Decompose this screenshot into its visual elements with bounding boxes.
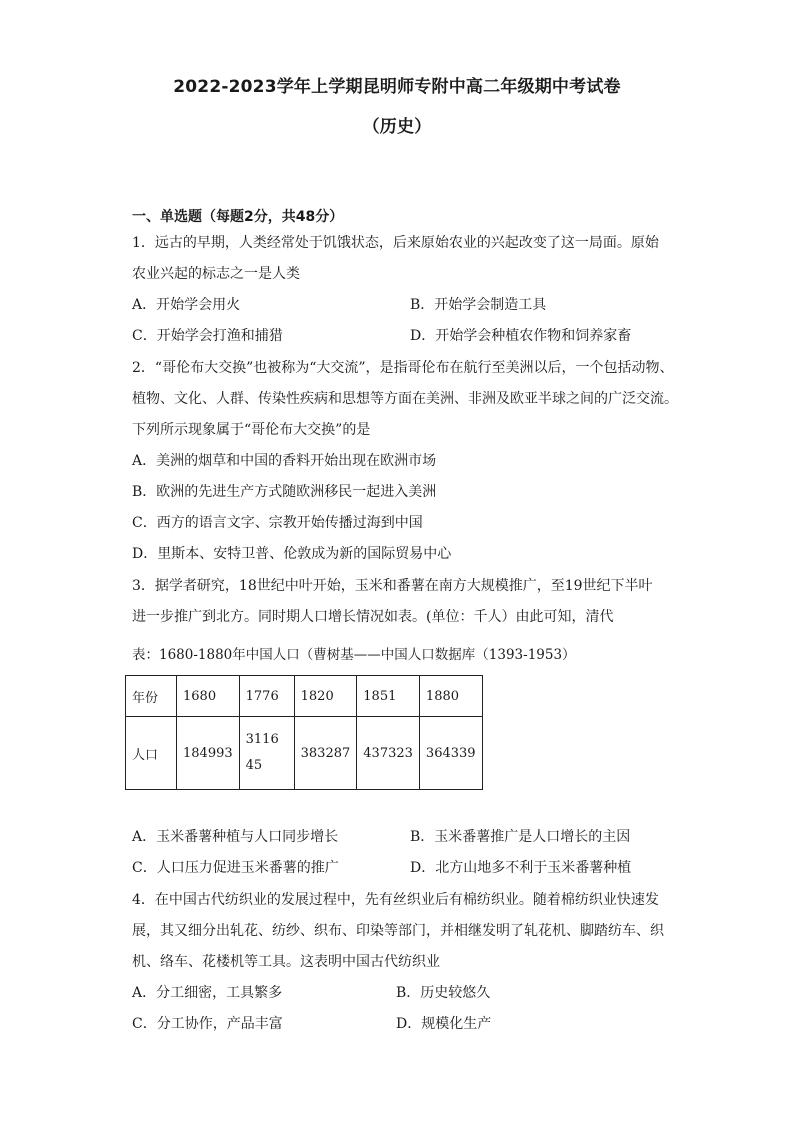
exam-subtitle: （历史） [362,117,432,137]
q2-option-c: C．西方的语言文字、宗教开始传播过海到中国 [132,515,423,531]
q3-stem-line-2: 进一步推广到北方。同时期人口增长情况如表。(单位：千人）由此可知，清代 [132,609,614,625]
table-cell: 1776 [239,676,294,717]
q1-option-a: A．开始学会用火 [132,297,241,313]
table-cell: 年份 [126,676,177,717]
wrapped-cell-text: 311645 [245,732,279,773]
q3-table-caption: 表：1680-1880年中国人口（曹树基——中国人口数据库（1393-1953） [132,647,576,663]
q4-option-c: C．分工协作，产品丰富 [132,1016,283,1032]
q1-option-b: B．开始学会制造工具 [410,297,547,313]
q4-stem-line-3: 机、络车、花楼机等工具。这表明中国古代纺织业 [132,954,440,970]
q4-option-a: A．分工细密，工具繁多 [132,985,283,1001]
q1-option-d: D．开始学会种植农作物和饲养家畜 [410,328,632,344]
section-heading: 一、单选题（每题2分，共48分） [132,209,344,225]
q1-option-c: C．开始学会打渔和捕猎 [132,328,283,344]
table-cell [239,717,294,790]
table-cell: 1680 [177,676,240,717]
table-cell: 364339 [419,717,482,790]
table-cell: 1820 [294,676,357,717]
q2-option-b: B．欧洲的先进生产方式随欧洲移民一起进入美洲 [132,484,437,500]
table-cell: 437323 [357,717,420,790]
q3-option-d: D．北方山地多不利于玉米番薯种植 [410,860,632,876]
q3-option-b: B．玉米番薯推广是人口增长的主因 [410,829,631,845]
table-row [126,717,483,790]
q3-option-c: C．人口压力促进玉米番薯的推广 [132,860,339,876]
q4-stem-line-2: 展，其又细分出轧花、纺纱、织布、印染等部门，并相继发明了轧花机、脚踏纺车、织 [132,923,664,939]
table-cell: 1851 [357,676,420,717]
q4-option-b: B．历史较悠久 [396,985,491,1001]
table-row [126,676,483,717]
table-cell: 184993 [177,717,240,790]
table-cell: 1880 [419,676,482,717]
table-cell: 人口 [126,717,177,790]
q4-stem-line-1: 4．在中国古代纺织业的发展过程中，先有丝织业后有棉纺织业。随着棉纺织业快速发 [132,892,659,908]
q2-option-d: D．里斯本、安特卫普、伦敦成为新的国际贸易中心 [132,546,452,562]
q1-stem-line-1: 1．远古的早期，人类经常处于饥饿状态，后来原始农业的兴起改变了这一局面。原始 [132,235,659,251]
q3-option-a: A．玉米番薯种植与人口同步增长 [132,829,339,845]
exam-title: 2022-2023学年上学期昆明师专附中高二年级期中考试卷 [173,77,621,97]
q3-stem-line-1: 3．据学者研究，18世纪中叶开始，玉米和番薯在南方大规模推广，至19世纪下半叶 [132,578,653,594]
population-table [125,675,483,790]
q2-stem-line-1: 2．“哥伦布大交换”也被称为“大交流”，是指哥伦布在航行至美洲以后，一个包括动物、 [132,360,674,376]
q2-stem-line-2: 植物、文化、人群、传染性疾病和思想等方面在美洲、非洲及欧亚半球之间的广泛交流。 [132,391,678,407]
q2-stem-line-3: 下列所示现象属于“哥伦布大交换”的是 [132,422,371,438]
q2-option-a: A．美洲的烟草和中国的香料开始出现在欧洲市场 [132,453,437,469]
table-cell: 383287 [294,717,357,790]
q4-option-d: D．规模化生产 [396,1016,492,1032]
q1-stem-line-2: 农业兴起的标志之一是人类 [132,266,300,282]
